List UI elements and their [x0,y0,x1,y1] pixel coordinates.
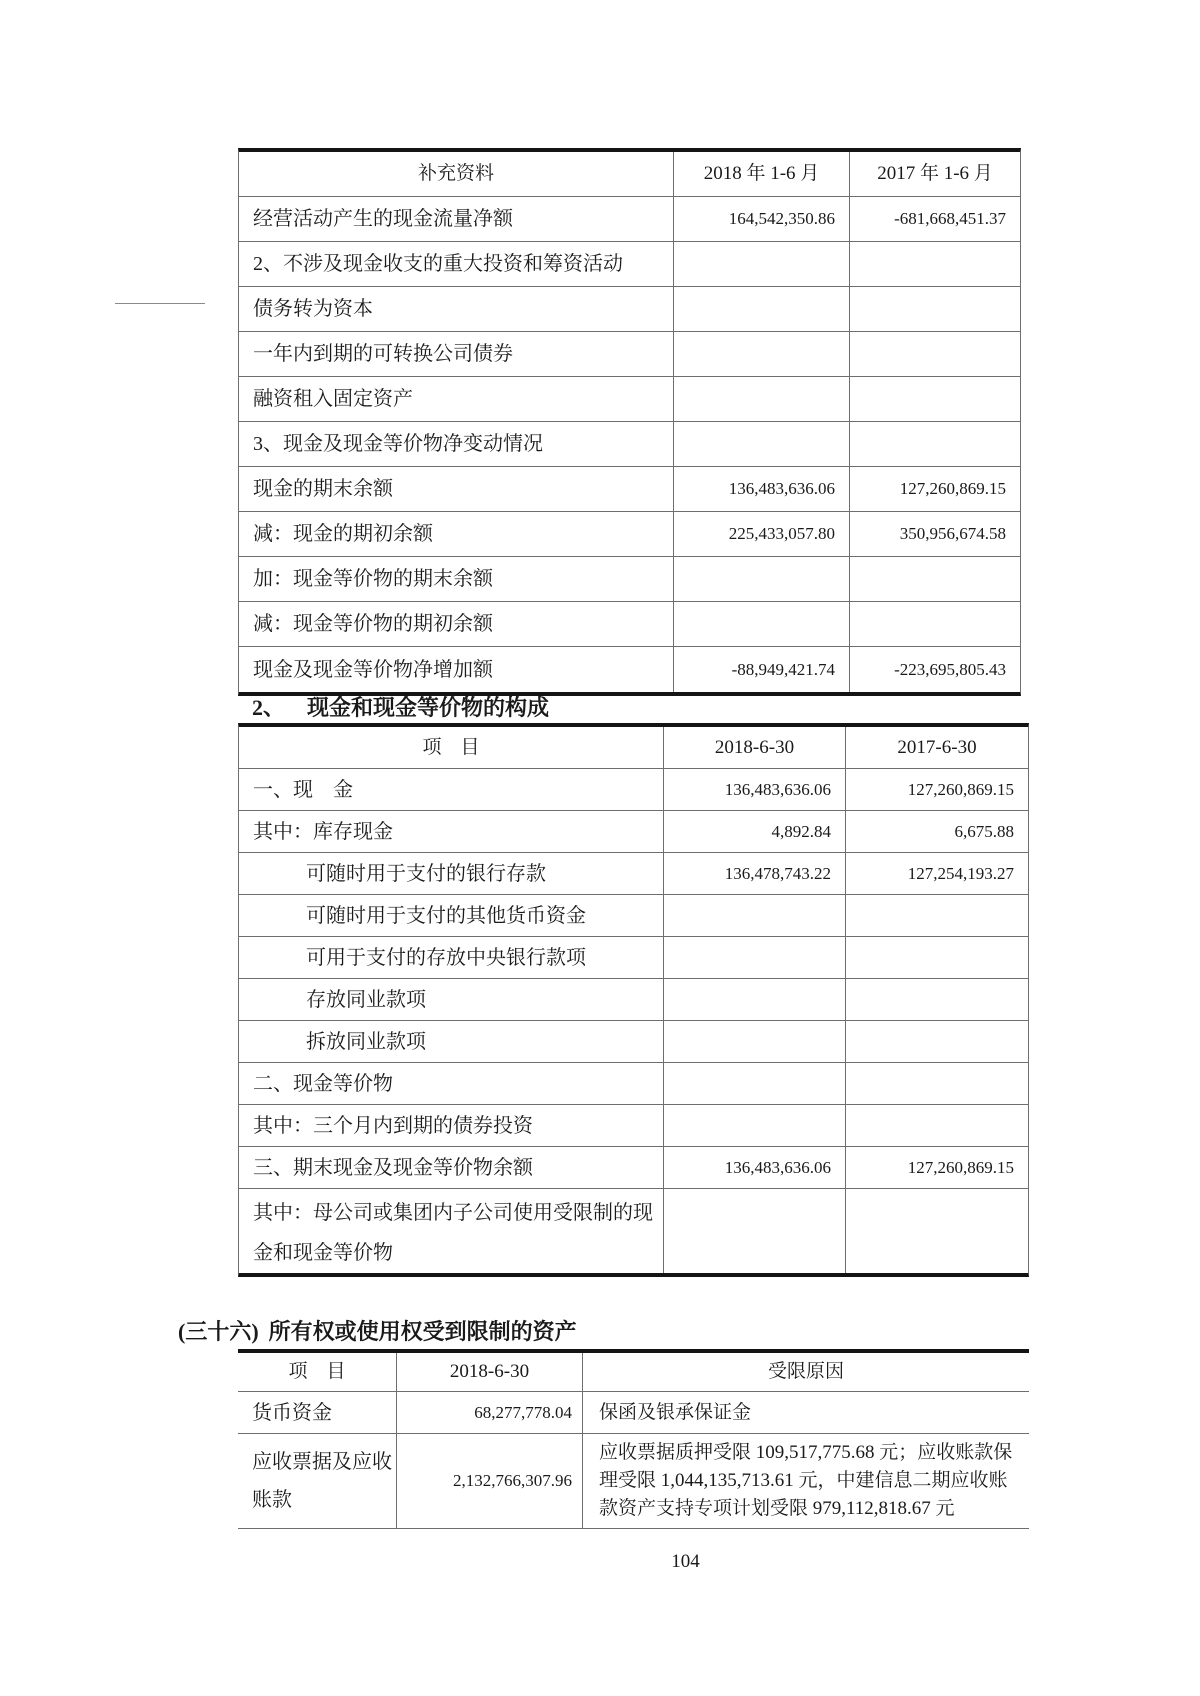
cell-2017 [846,895,1028,936]
cell-2018: 136,483,636.06 [664,769,846,810]
cell-label: 现金的期末余额 [239,467,674,511]
table-row [239,769,1028,811]
table-header-row [239,727,1028,769]
cell-2018 [664,1063,846,1104]
cell-reason: 保函及银承保证金 [599,1401,752,1423]
table-header-row [239,152,1020,197]
cell-2017 [850,332,1020,376]
table-row [239,1105,1028,1147]
header-2018: 2018 年 1-6 月 [674,152,850,196]
cell-label: 加：现金等价物的期末余额 [239,557,674,601]
table-row [239,467,1020,512]
cell-label: 债务转为资本 [239,287,674,331]
cell-2018 [674,377,850,421]
margin-rule-line [115,303,205,304]
cell-2017: 127,260,869.15 [907,1157,1014,1177]
cell-label: 可随时用于支付的其他货币资金 [239,895,664,936]
cell-label: 一、现 金 [239,769,664,810]
table-row [238,1434,1029,1528]
table-row [239,197,1020,242]
cell-2017: -223,695,805.43 [894,659,1006,679]
table-row [239,1063,1028,1105]
cell-item: 应收票据及应收账款 [238,1434,397,1528]
cell-2017 [846,1063,1028,1104]
cell-2017 [850,557,1020,601]
cell-2017: 127,254,193.27 [907,863,1014,883]
cell-label: 存放同业款项 [239,979,664,1020]
cell-label: 经营活动产生的现金流量净额 [239,197,674,241]
cell-2018 [664,895,846,936]
cell-2017 [850,377,1020,421]
cell-amount: 2,132,766,307.96 [397,1434,583,1528]
cell-label: 拆放同业款项 [239,1021,664,1062]
table-row [239,557,1020,602]
cell-label: 一年内到期的可转换公司债券 [239,332,674,376]
section-title: 所有权或使用权受到限制的资产 [268,1319,577,1344]
cell-2018 [664,1189,846,1273]
cell-2017: -681,668,451.37 [894,209,1006,228]
cell-2018: 225,433,057.80 [674,512,850,556]
cell-2017 [850,242,1020,286]
table-row [239,512,1020,557]
cell-reason: 应收票据质押受限 109,517,775.68 元；应收账款保理受限 1,044,135,713.61 元，中建信息二期应收账款资产支持专项计划受限 979,112,818.67 元 [599,1442,1013,1519]
table-row [238,1392,1029,1434]
table-row [239,811,1028,853]
cell-2017 [850,422,1020,466]
cell-2018 [674,422,850,466]
cell-item: 货币资金 [238,1392,397,1433]
cell-label: 其中：三个月内到期的债券投资 [239,1105,664,1146]
table-row [239,287,1020,332]
cell-2017 [846,1105,1028,1146]
section-heading-cash-composition [238,694,1029,722]
cell-label: 减：现金等价物的期初余额 [239,602,674,646]
cell-2018 [664,979,846,1020]
cell-label: 3、现金及现金等价物净变动情况 [239,422,674,466]
cell-2018: 136,483,636.06 [664,1147,846,1188]
cell-2018: 136,483,636.06 [674,467,850,511]
header-2017: 2017-6-30 [897,736,977,758]
cell-2018 [664,1021,846,1062]
cell-label: 三、期末现金及现金等价物余额 [239,1147,664,1188]
cell-2017: 127,260,869.15 [899,479,1006,498]
header-2017: 2017 年 1-6 月 [877,163,993,184]
header-item: 补充资料 [239,152,674,196]
table-row [239,377,1020,422]
cell-2018 [674,242,850,286]
section-number: 2、 [252,695,286,720]
table-row [239,242,1020,287]
cell-2017: 127,260,869.15 [907,779,1014,799]
cell-label: 现金及现金等价物净增加额 [239,647,674,692]
cell-2018: 164,542,350.86 [674,197,850,241]
table-row [239,895,1028,937]
cell-2018: -88,949,421.74 [674,647,850,692]
table-row [239,979,1028,1021]
cell-label: 可用于支付的存放中央银行款项 [239,937,664,978]
cell-label: 可随时用于支付的银行存款 [239,853,664,894]
header-2018: 2018-6-30 [397,1353,583,1391]
table-row [239,937,1028,979]
cell-2017 [846,937,1028,978]
table-row [239,647,1020,692]
cell-label: 减：现金的期初余额 [239,512,674,556]
table-row [239,332,1020,377]
table-row [239,422,1020,467]
cell-2017 [846,1021,1028,1062]
cell-2018 [674,557,850,601]
header-2018: 2018-6-30 [664,727,846,768]
cell-label: 2、不涉及现金收支的重大投资和筹资活动 [239,242,674,286]
table-header-row [238,1353,1029,1392]
cell-2018 [674,287,850,331]
cell-2017: 350,956,674.58 [899,524,1006,543]
section-title: 现金和现金等价物的构成 [307,695,550,720]
section-number: (三十六) [178,1319,259,1344]
cell-2018 [674,332,850,376]
cell-2018 [664,1105,846,1146]
header-item: 项 目 [239,727,664,768]
cell-2017 [850,287,1020,331]
cell-2018 [664,937,846,978]
cell-2017 [850,602,1020,646]
cash-composition-table [238,723,1029,1277]
cell-2018: 4,892.84 [664,811,846,852]
table-row [239,602,1020,647]
cell-label: 二、现金等价物 [239,1063,664,1104]
cell-label: 其中：母公司或集团内子公司使用受限制的现金和现金等价物 [239,1189,664,1273]
cell-2017: 6,675.88 [954,821,1014,841]
header-item: 项 目 [238,1353,397,1391]
supplement-table [238,148,1021,696]
cell-2018: 136,478,743.22 [664,853,846,894]
table-row [239,1021,1028,1063]
table-row [239,853,1028,895]
cell-2018 [674,602,850,646]
table-row [239,1189,1028,1273]
section-heading-restricted-assets [178,1318,577,1346]
page-number: 104 [671,1551,700,1572]
cell-2017 [846,1189,1028,1273]
header-reason: 受限原因 [767,1361,844,1382]
table-row [239,1147,1028,1189]
cell-label: 其中：库存现金 [239,811,664,852]
cell-label: 融资租入固定资产 [239,377,674,421]
cell-2017 [846,979,1028,1020]
cell-amount: 68,277,778.04 [397,1392,583,1433]
restricted-assets-table [238,1349,1029,1529]
